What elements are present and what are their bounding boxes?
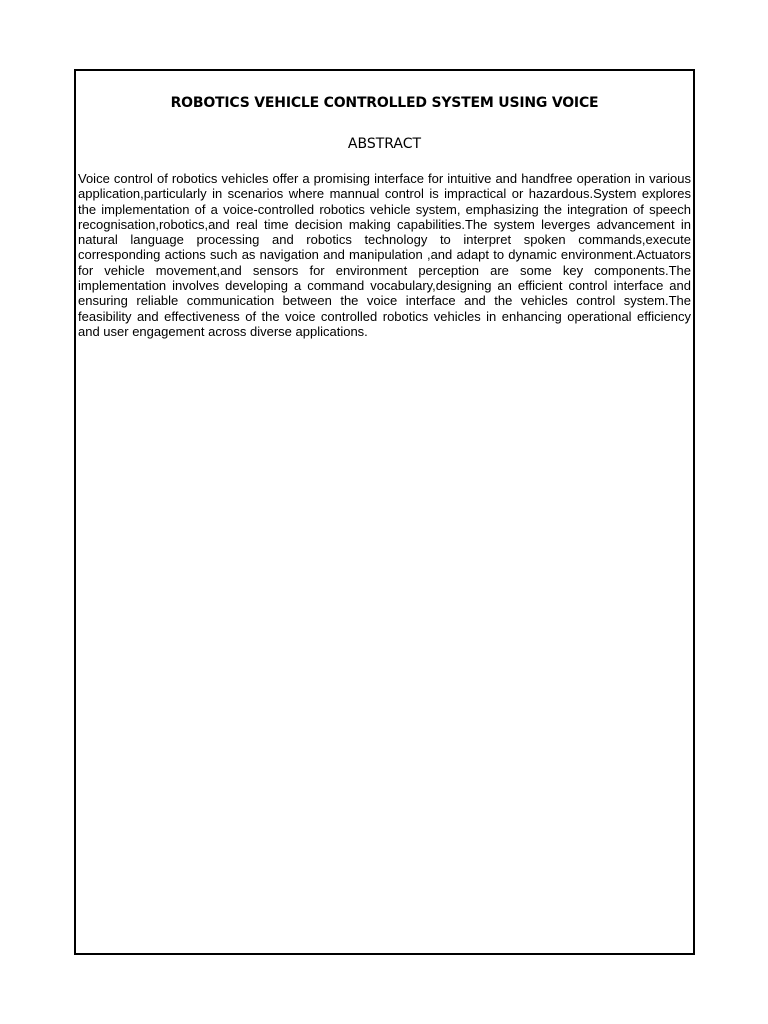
page-border <box>74 69 695 955</box>
document-title: ROBOTICS VEHICLE CONTROLLED SYSTEM USING VOICE <box>170 95 599 111</box>
abstract-heading: ABSTRACT <box>347 136 422 152</box>
abstract-paragraph: Voice control of robotics vehicles offer a promising interface for intuitive and handfree operation in various application,particularly in scenarios where mannual control is impractical or hazardous.System explores the implementation of a voice-controlled robotics vehicle system, emphasizing the integration of speech recognisation,robotics,and real time decision making capabilities.The system leverges advancement in natural language processing and robotics technology to interpret spoken commands,execute corresponding actions such as navigation and manipulation ,and adapt to dynamic environment.Actuators for vehicle movement,and sensors for environment perception are some key components.The implementation involves developing a command vocabulary,designing an efficient control interface and ensuring reliable communication between the voice interface and the vehicles control system.The feasibility and effectiveness of the voice controlled robotics vehicles in enhancing operational efficiency and user engagement across diverse applications. <box>78 171 691 339</box>
